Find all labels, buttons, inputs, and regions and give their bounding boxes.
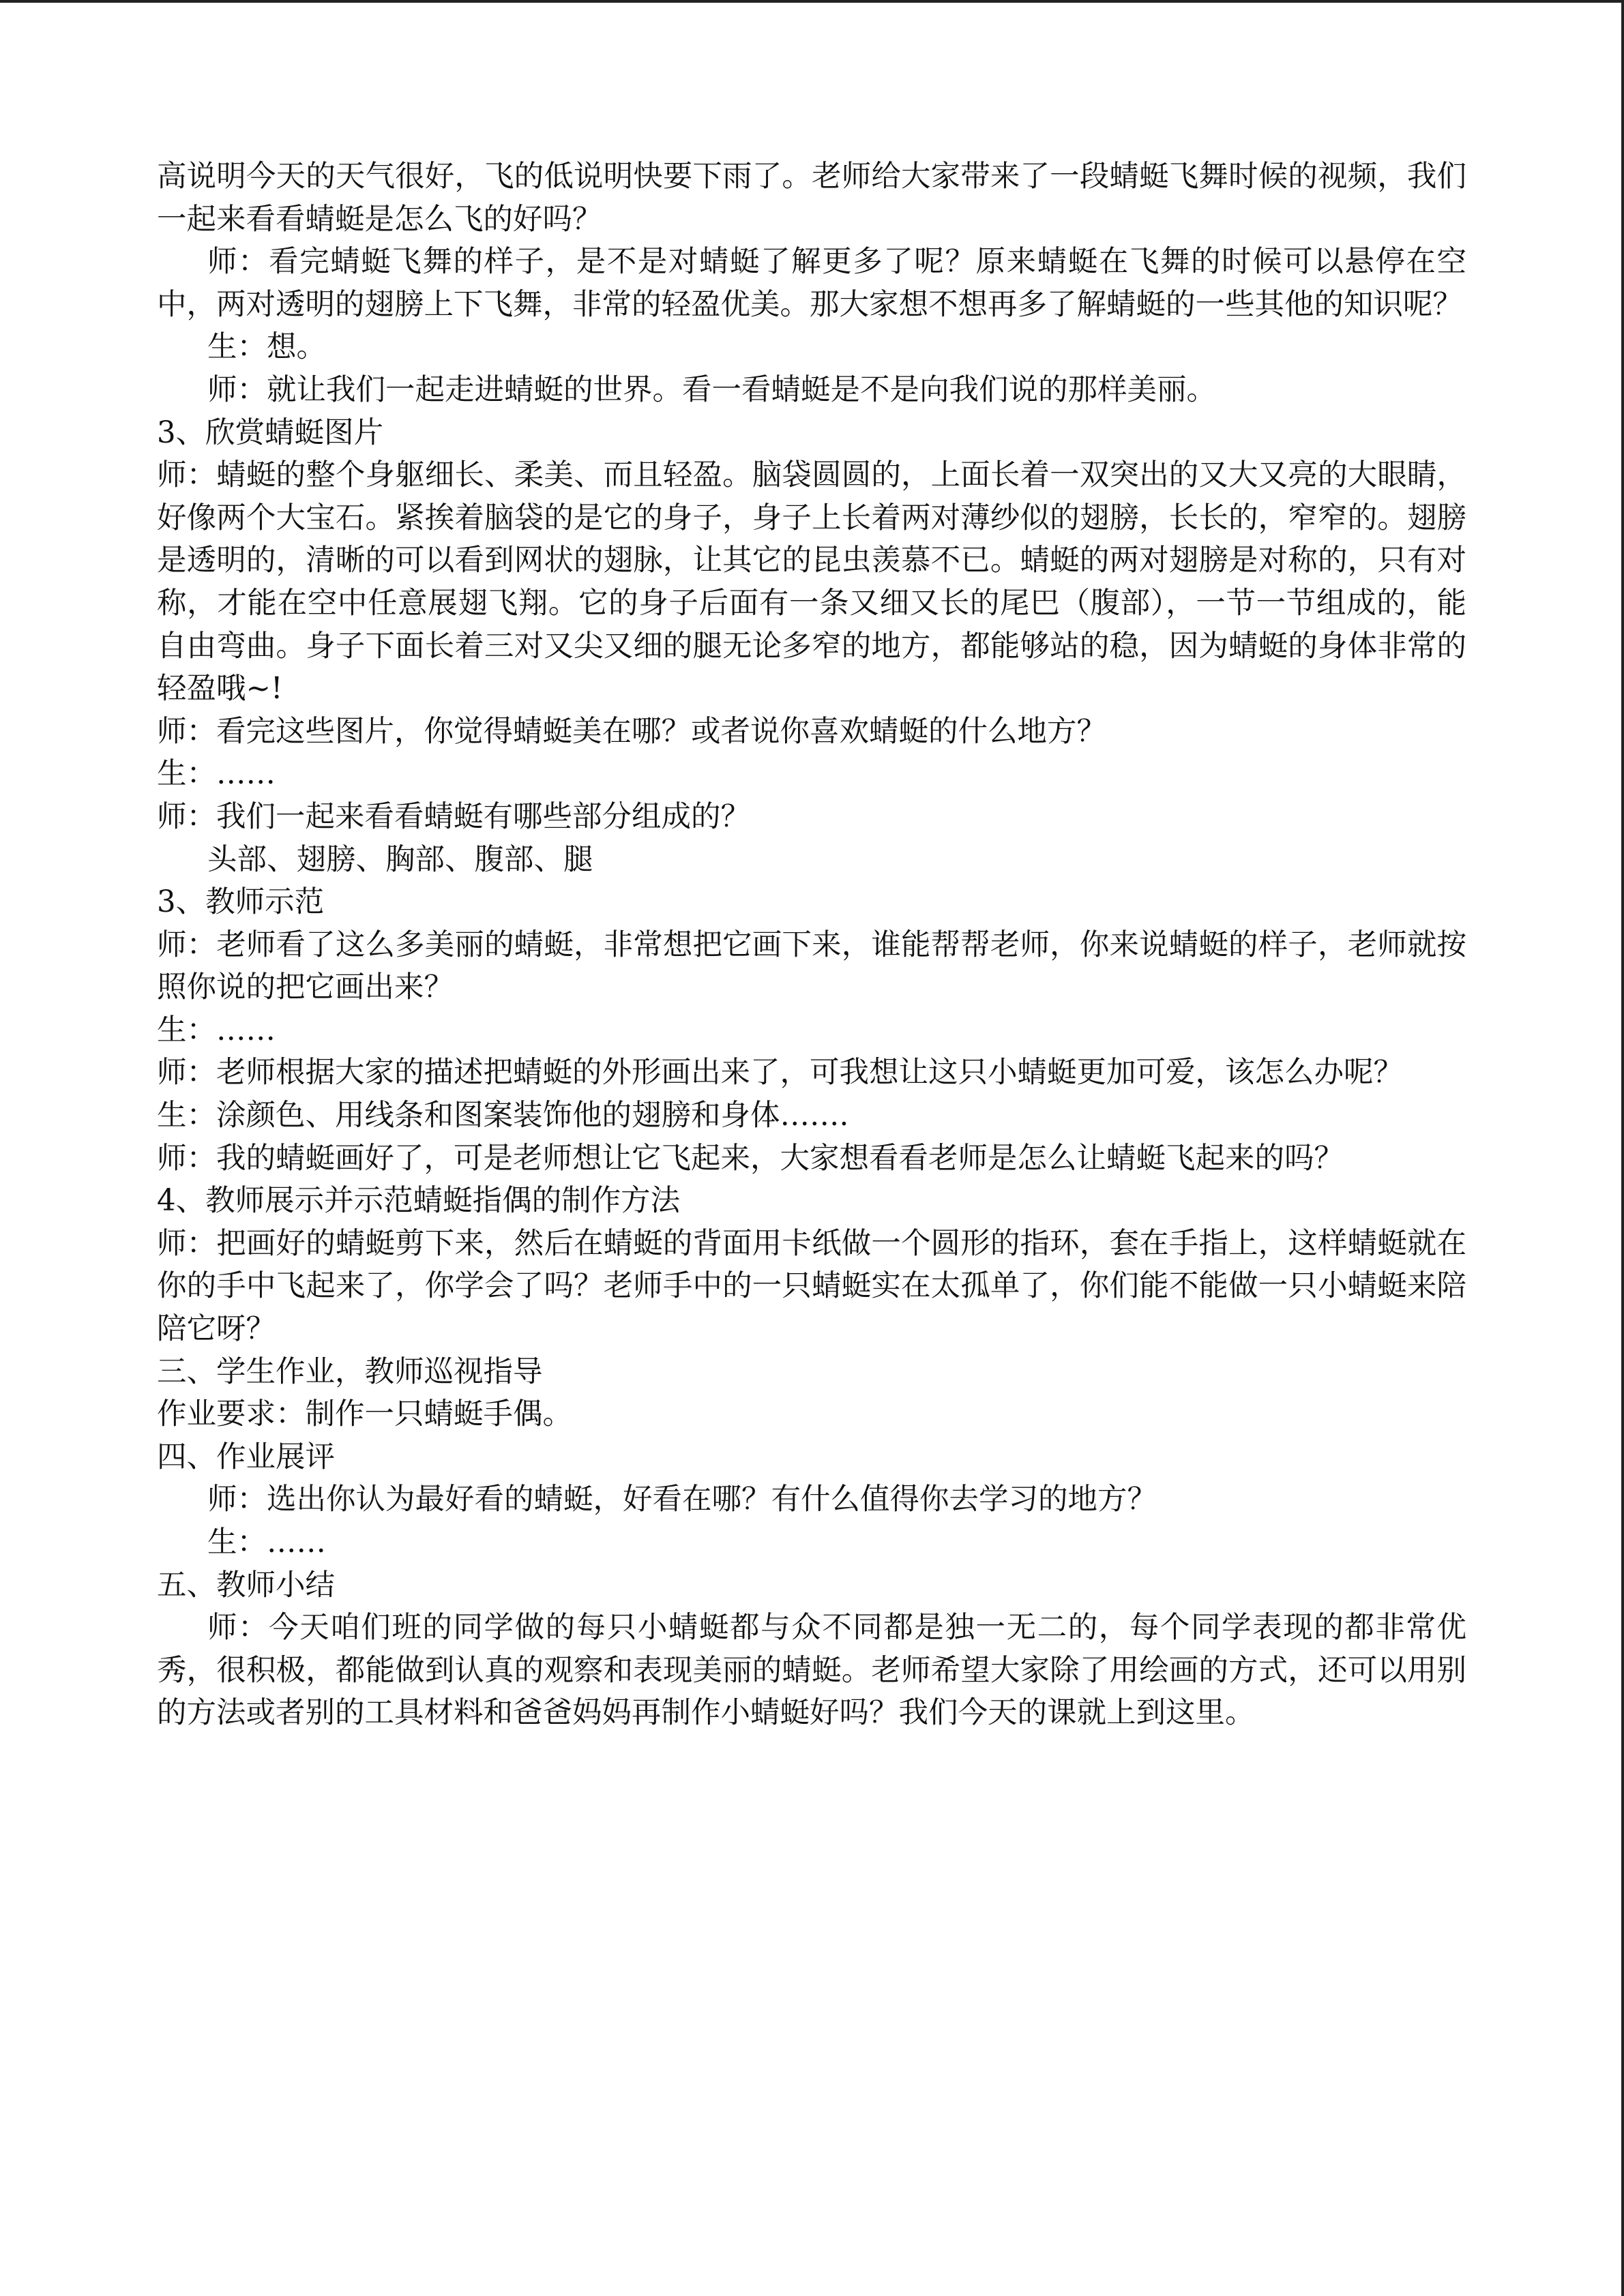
section-heading-pictures: 3、欣赏蜻蜓图片 [157,415,384,450]
paragraph-teacher-draw: 师：老师看了这么多美丽的蜻蜓，非常想把它画下来，谁能帮帮老师，你来说蜻蜓的样子，老师就按照你说的把它画出来？ [157,927,1466,1005]
paragraph-teacher-summary: 师：今天咱们班的同学做的每只小蜻蜓都与众不同都是独一无二的，每个同学表现的都非常优秀，很积极，都能做到认真的观察和表现美丽的蜻蜓。老师希望大家除了用绘画的方式，还可以用别的方法或者别的工具材料和爸爸妈妈再制作小蜻蜓好吗？我们今天的课就上到这里。 [157,1611,1466,1731]
paragraph-teacher-flight: 师：看完蜻蜓飞舞的样子，是不是对蜻蜓了解更多了呢？原来蜻蜓在飞舞的时候可以悬停在空中，两对透明的翅膀上下飞舞，非常的轻盈优美。那大家想不想再多了解蜻蜓的一些其他的知识呢？ [157,245,1466,322]
paragraph-teacher-puppet: 师：把画好的蜻蜓剪下来，然后在蜻蜓的背面用卡纸做一个圆形的指环，套在手指上，这样蜻蜓就在你的手中飞起来了，你学会了吗？老师手中的一只蜻蜓实在太孤单了，你们能不能做一只小蜻蜓来陪陪它呀？ [157,1226,1466,1347]
paragraph-student-ellipsis: 生：…… [157,757,276,792]
paragraph-student-ellipsis: 生：…… [207,1525,326,1560]
paragraph-teacher-cute: 师：老师根据大家的描述把蜻蜓的外形画出来了，可我想让这只小蜻蜓更加可爱，该怎么办呢？ [157,1056,1403,1090]
paragraph-video-intro: 高说明今天的天气很好，飞的低说明快要下雨了。老师给大家带来了一段蜻蜓飞舞时候的视频，我们一起来看看蜻蜓是怎么飞的好吗？ [157,160,1466,237]
paragraph-teacher-description: 师：蜻蜓的整个身躯细长、柔美、而且轻盈。脑袋圆圆的，上面长着一双突出的又大又亮的大眼睛，好像两个大宝石。紧挨着脑袋的是它的身子，身子上长着两对薄纱似的翅膀，长长的，窄窄的。翅膀是透明的，清晰的可以看到网状的翅脉，让其它的昆虫羡慕不已。蜻蜓的两对翅膀是对称的，只有对称，才能在空中任意展翅飞翔。它的身子后面有一条又细又长的尾巴（腹部），一节一节组成的，能自由弯曲。身子下面长着三对又尖又细的腿无论多窄的地方，都能够站的稳，因为蜻蜓的身体非常的轻盈哦~! [157,458,1466,706]
paragraph-teacher-world: 师：就让我们一起走进蜻蜓的世界。看一看蜻蜓是不是向我们说的那样美丽。 [207,372,1216,407]
paragraph-teacher-review: 师：选出你认为最好看的蜻蜓，好看在哪？有什么值得你去学习的地方？ [207,1482,1157,1517]
paragraph-student-reply: 生：想。 [207,330,326,365]
paragraph-teacher-fly: 师：我的蜻蜓画好了，可是老师想让它飞起来，大家想看看老师是怎么让蜻蜓飞起来的吗？ [157,1141,1344,1176]
paragraph-parts-list: 头部、翅膀、胸部、腹部、腿 [207,842,593,877]
paragraph-student-decorate: 生：涂颜色、用线条和图案装饰他的翅膀和身体……. [157,1099,849,1133]
section-heading-summary: 五、教师小结 [157,1568,335,1602]
section-heading-demo: 3、教师示范 [157,885,325,920]
section-heading-puppet: 4、教师展示并示范蜻蜓指偶的制作方法 [157,1184,681,1219]
paragraph-student-ellipsis: 生：…… [157,1013,276,1047]
paragraph-teacher-parts: 师：我们一起来看看蜻蜓有哪些部分组成的？ [157,799,750,834]
document-body [157,155,1466,1735]
section-heading-review: 四、作业展评 [157,1440,335,1474]
paragraph-homework-requirement: 作业要求：制作一只蜻蜓手偶。 [157,1397,572,1432]
section-heading-homework: 三、学生作业，教师巡视指导 [157,1354,543,1389]
paragraph-teacher-question: 师：看完这些图片，你觉得蜻蜓美在哪？或者说你喜欢蜻蜓的什么地方？ [157,714,1106,749]
